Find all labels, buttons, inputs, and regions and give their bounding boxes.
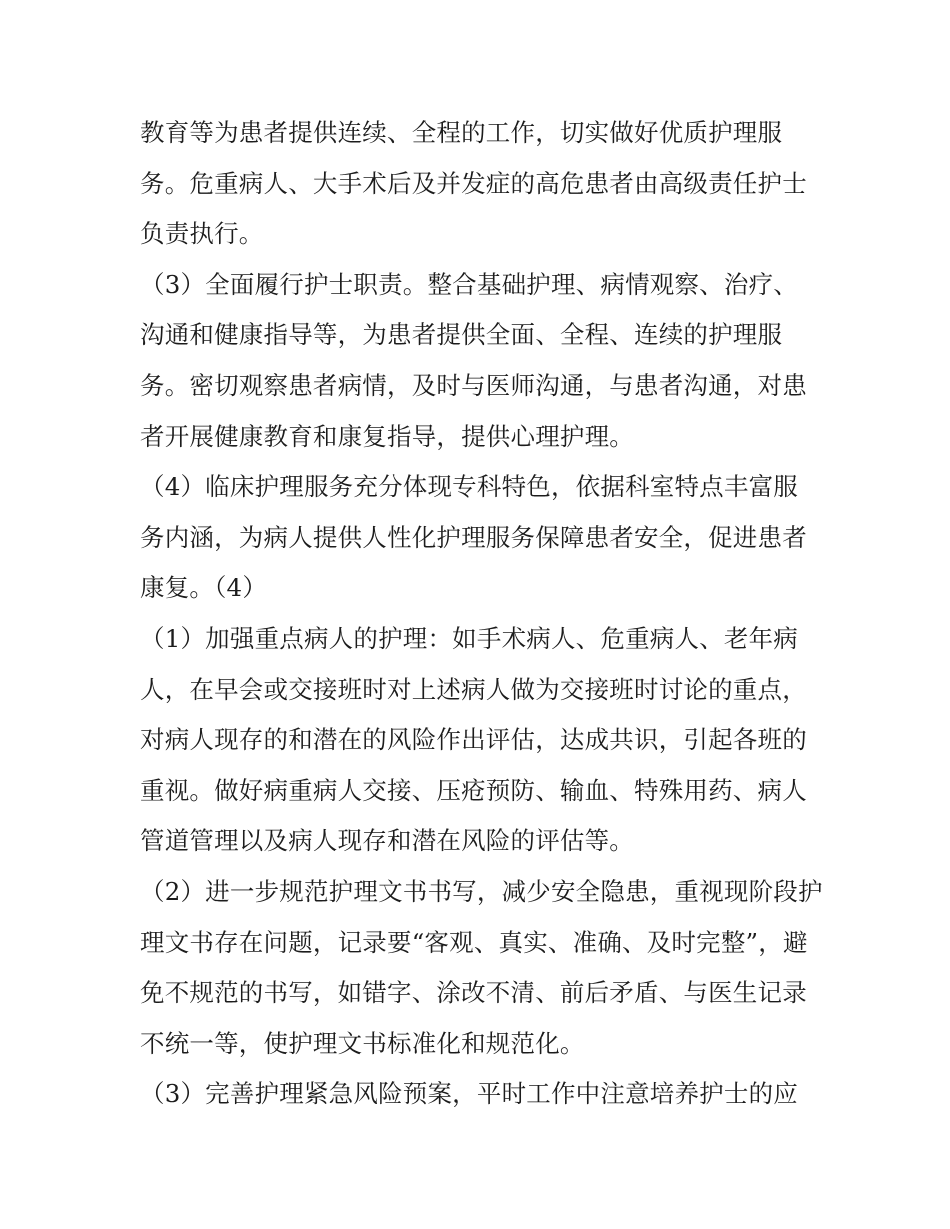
text-line: 理文书存在问题，记录要“客观、真实、准确、及时完整”，避 — [140, 927, 808, 957]
text-line: （2）进一步规范护理文书书写，减少安全隐患，重视现阶段护 — [140, 876, 823, 906]
text-line: 对病人现存的和潜在的风险作出评估，达成共识，引起各班的 — [140, 725, 807, 755]
text-line: 康复。（4） — [140, 573, 268, 603]
text-line: （3）完善护理紧急风险预案，平时工作中注意培养护士的应 — [140, 1079, 798, 1109]
text-line: 务。密切观察患者病情，及时与医师沟通，与患者沟通，对患 — [140, 370, 807, 400]
text-line: （3）全面履行护士职责。整合基础护理、病情观察、治疗、 — [140, 269, 798, 299]
text-line: 重视。做好病重病人交接、压疮预防、输血、特殊用药、病人 — [140, 775, 807, 805]
text-line: 不统一等，使护理文书标准化和规范化。 — [140, 1028, 585, 1058]
text-line: 务。危重病人、大手术后及并发症的高危患者由高级责任护士 — [140, 168, 807, 198]
text-line: 负责执行。 — [140, 219, 264, 249]
text-line: 管道管理以及病人现存和潜在风险的评估等。 — [140, 826, 634, 856]
text-line: 教育等为患者提供连续、全程的工作，切实做好优质护理服 — [140, 118, 783, 147]
text-line: 人，在早会或交接班时对上述病人做为交接班时讨论的重点， — [140, 674, 807, 704]
text-line: 务内涵，为病人提供人性化护理服务保障患者安全，促进患者 — [140, 522, 807, 552]
text-line: （4）临床护理服务充分体现专科特色，依据科室特点丰富服 — [140, 472, 798, 502]
text-line: 沟通和健康指导等，为患者提供全面、全程、连续的护理服 — [140, 320, 783, 350]
text-line: （1）加强重点病人的护理：如手术病人、危重病人、老年病 — [140, 623, 798, 653]
text-line: 者开展健康教育和康复指导，提供心理护理。 — [140, 421, 634, 451]
document-body — [140, 108, 823, 1120]
text-line: 免不规范的书写，如错字、涂改不清、前后矛盾、与医生记录 — [140, 978, 807, 1008]
